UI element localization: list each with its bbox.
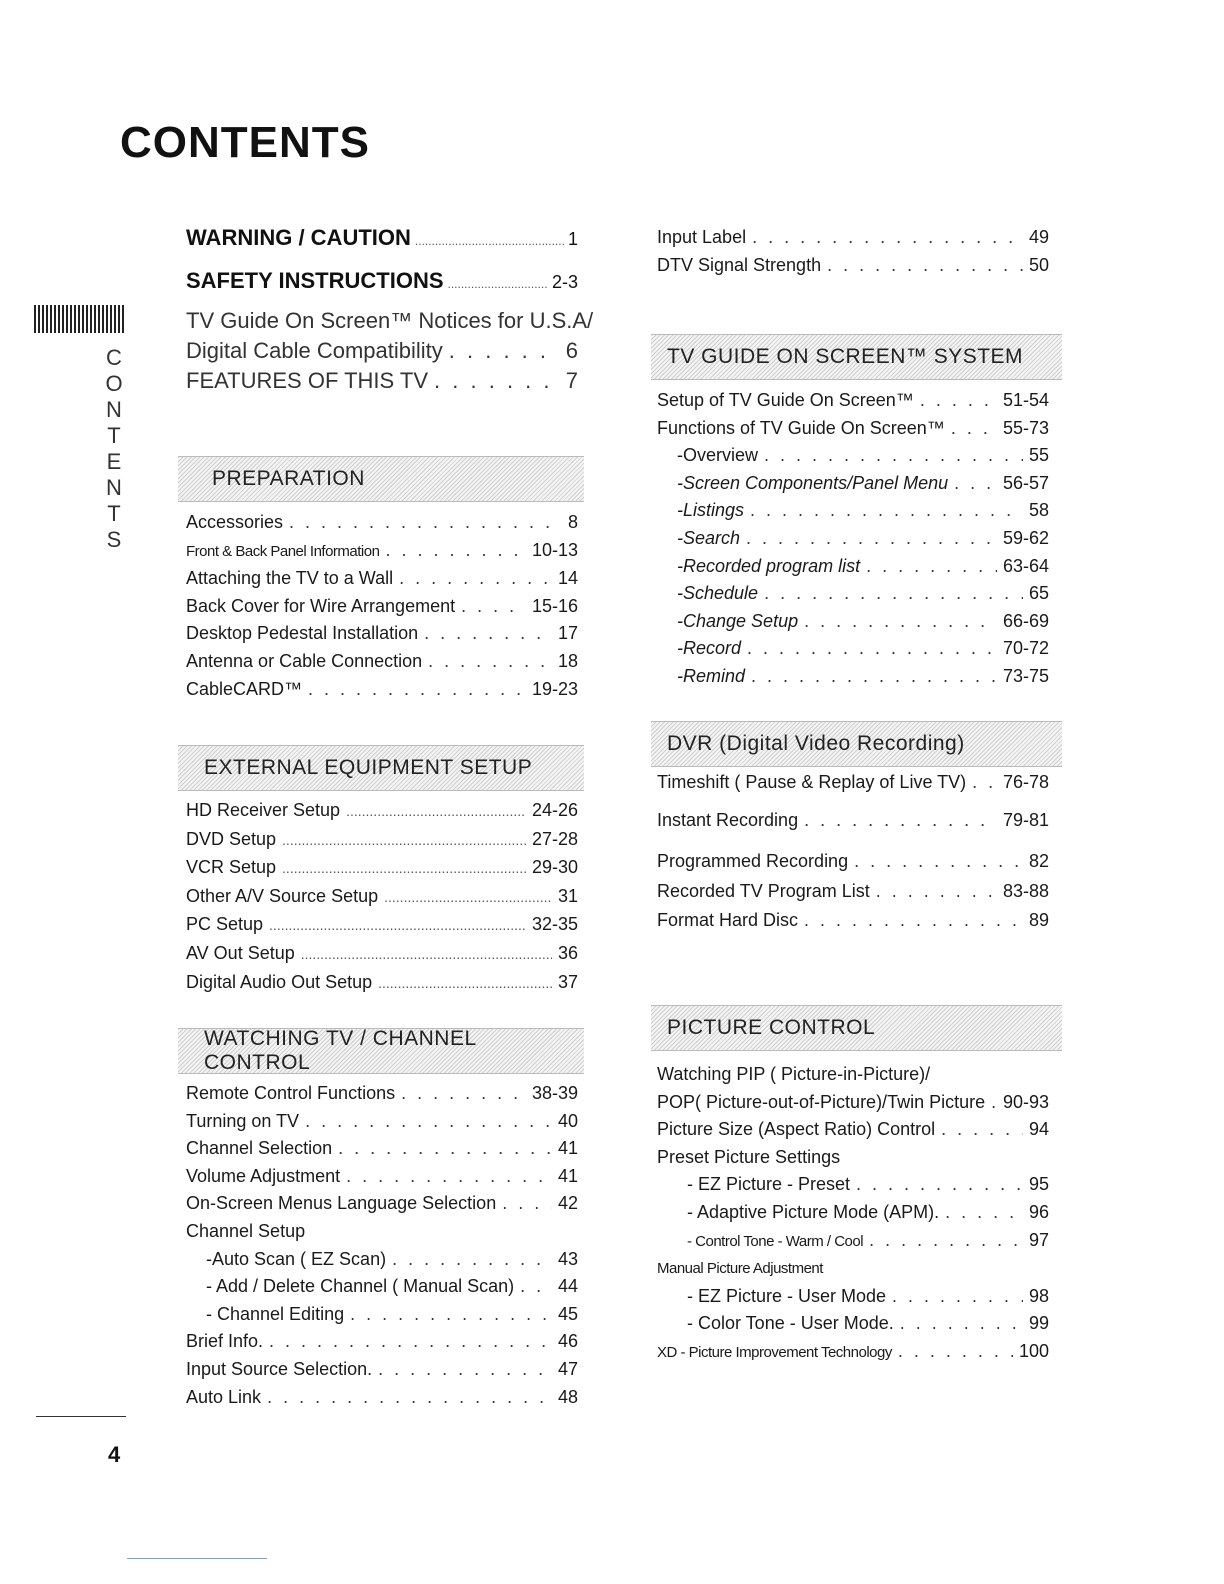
toc-entry[interactable] bbox=[186, 261, 578, 304]
entry-title: 6 bbox=[565, 338, 578, 363]
toc-entry[interactable] bbox=[186, 648, 578, 676]
dot-leader bbox=[804, 907, 1023, 935]
dot-leader bbox=[346, 798, 526, 826]
entry-title: XD - Picture Improvement Technology bbox=[657, 1343, 892, 1361]
entry-title: DTV Signal Strength bbox=[657, 254, 822, 275]
notices-block bbox=[186, 306, 594, 396]
entry-page: 89 bbox=[1028, 910, 1049, 931]
entry-title: Setup of TV Guide On Screen™ bbox=[657, 390, 914, 410]
dot-leader bbox=[378, 1356, 552, 1384]
dot-leader bbox=[954, 470, 997, 498]
entry-title: Functions of TV Guide On Screen™ bbox=[657, 417, 945, 438]
toc-entry[interactable] bbox=[657, 1171, 1049, 1199]
toc-entry[interactable] bbox=[186, 593, 578, 621]
dot-leader bbox=[282, 855, 526, 883]
section-preparation-list bbox=[186, 509, 578, 703]
dot-leader bbox=[384, 884, 552, 912]
dot-leader bbox=[415, 221, 564, 261]
side-label-letter: T bbox=[107, 501, 121, 526]
entry-title: Instant Recording bbox=[657, 809, 799, 830]
entry-page: 51-54 bbox=[1002, 390, 1049, 410]
dot-leader bbox=[892, 1283, 1023, 1311]
dot-leader bbox=[898, 1338, 1013, 1366]
entry-title: - Channel Editing bbox=[206, 1303, 345, 1324]
entry-page: 27-28 bbox=[531, 828, 578, 849]
section-banner-dvr: DVR (Digital Video Recording) bbox=[651, 721, 1062, 767]
toc-entry[interactable] bbox=[657, 1227, 1049, 1256]
entry-title: Digital Audio Out Setup bbox=[186, 971, 373, 992]
dot-leader bbox=[764, 580, 1023, 608]
entry-title: Format Hard Disc bbox=[657, 910, 799, 931]
entry-page: 10-13 bbox=[531, 539, 578, 560]
toc-entry[interactable] bbox=[186, 1246, 578, 1274]
dot-leader bbox=[338, 1135, 552, 1163]
toc-entry[interactable] bbox=[657, 1255, 1049, 1283]
entry-title: - Color Tone - User Mode. bbox=[687, 1313, 894, 1334]
dot-leader bbox=[392, 1246, 552, 1274]
toc-entry[interactable] bbox=[657, 553, 1049, 581]
entry-title: Recorded TV Program List bbox=[657, 880, 870, 901]
entry-page: 40 bbox=[557, 1110, 578, 1131]
dot-leader bbox=[945, 1199, 1023, 1227]
dot-leader bbox=[869, 1227, 1023, 1255]
toc-entry[interactable] bbox=[186, 366, 578, 396]
entry-title: -Recorded program list bbox=[677, 555, 861, 576]
entry-page: 98 bbox=[1028, 1285, 1049, 1306]
dot-leader bbox=[424, 620, 552, 648]
toc-entry[interactable] bbox=[657, 224, 1049, 252]
toc-entry[interactable] bbox=[657, 387, 1049, 415]
entry-title: - EZ Picture - User Mode bbox=[687, 1285, 887, 1306]
toc-entry[interactable] bbox=[186, 509, 578, 537]
entry-title: -Schedule bbox=[677, 583, 759, 604]
entry-page: 82 bbox=[1028, 851, 1049, 872]
section-dvr-list bbox=[657, 769, 1049, 935]
entry-page: 58 bbox=[1028, 500, 1049, 521]
toc-entry[interactable] bbox=[186, 940, 578, 969]
entry-title: Volume Adjustment bbox=[186, 1165, 341, 1186]
entry-page: 83-88 bbox=[1002, 880, 1049, 901]
page-number: 4 bbox=[108, 1442, 121, 1467]
dot-leader bbox=[866, 553, 997, 581]
dot-leader bbox=[876, 878, 997, 906]
entry-title: Channel Selection bbox=[186, 1138, 333, 1159]
entry-page: 37 bbox=[557, 971, 578, 992]
toc-entry[interactable] bbox=[186, 1301, 578, 1329]
dot-leader bbox=[346, 1163, 552, 1191]
section-watching-list bbox=[186, 1080, 578, 1411]
toc-entry[interactable] bbox=[186, 537, 578, 566]
toc-entry[interactable] bbox=[657, 878, 1049, 906]
toc-entry[interactable] bbox=[657, 1283, 1049, 1311]
toc-entry[interactable] bbox=[657, 1144, 1049, 1172]
toc-entry[interactable] bbox=[186, 1163, 578, 1191]
entry-title: -Change Setup bbox=[677, 610, 799, 631]
dot-leader bbox=[502, 1190, 552, 1218]
entry-page: 17 bbox=[557, 623, 578, 644]
dot-leader bbox=[900, 1310, 1023, 1338]
section-banner-picture: PICTURE CONTROL bbox=[651, 1005, 1062, 1051]
toc-entry[interactable] bbox=[186, 218, 578, 261]
dot-leader bbox=[991, 1089, 997, 1117]
entry-title: SAFETY INSTRUCTIONS bbox=[186, 268, 444, 293]
toc-entry[interactable] bbox=[186, 1190, 578, 1218]
toc-entry[interactable] bbox=[186, 826, 578, 855]
side-tab-marker bbox=[34, 305, 124, 333]
section-input-list bbox=[657, 224, 1049, 279]
entry-title: - EZ Picture - Preset bbox=[687, 1174, 851, 1195]
dot-leader bbox=[751, 663, 997, 691]
entry-page: 31 bbox=[557, 885, 578, 906]
entry-title: - Adaptive Picture Mode (APM). bbox=[687, 1201, 940, 1222]
entry-page: 49 bbox=[1028, 227, 1049, 247]
side-section-label bbox=[100, 345, 128, 553]
section-tvguide-list bbox=[657, 387, 1049, 691]
entry-page: 15-16 bbox=[531, 595, 578, 616]
entry-title: Other A/V Source Setup bbox=[186, 885, 379, 906]
side-label-letter: N bbox=[106, 475, 122, 500]
toc-entry[interactable] bbox=[657, 907, 1049, 935]
entry-title: Turning on TV bbox=[186, 1110, 300, 1131]
section-external-list bbox=[186, 797, 578, 997]
entry-title: Input Source Selection. bbox=[186, 1358, 373, 1379]
entry-page: 79-81 bbox=[1002, 809, 1049, 830]
section-banner-tvguide: TV GUIDE ON SCREEN™ SYSTEM bbox=[651, 334, 1062, 380]
entry-title: - Control Tone - Warm / Cool bbox=[687, 1232, 864, 1250]
toc-entry[interactable] bbox=[657, 1338, 1049, 1367]
toc-entry[interactable] bbox=[657, 1089, 1049, 1117]
entry-title: Remote Control Functions bbox=[186, 1083, 396, 1103]
dot-leader bbox=[269, 1328, 552, 1356]
side-label-letter: O bbox=[105, 371, 123, 396]
entry-page: 55 bbox=[1028, 445, 1049, 466]
dot-leader bbox=[764, 442, 1023, 470]
dot-leader bbox=[854, 848, 1023, 876]
dot-leader bbox=[305, 1108, 552, 1136]
entry-title: Accessories bbox=[186, 512, 284, 532]
entry-title: POP( Picture-out-of-Picture)/Twin Picture bbox=[657, 1091, 986, 1112]
entry-title: Front & Back Panel Information bbox=[186, 542, 380, 560]
entry-title: Antenna or Cable Connection bbox=[186, 650, 423, 671]
entry-title: -Overview bbox=[677, 445, 759, 466]
dot-leader bbox=[399, 565, 552, 593]
entry-title: Preset Picture Settings bbox=[657, 1146, 841, 1167]
entry-page: 24-26 bbox=[531, 800, 578, 820]
toc-entry[interactable] bbox=[657, 807, 1049, 835]
entry-title: 7 bbox=[565, 368, 578, 393]
toc-entry[interactable] bbox=[186, 1108, 578, 1136]
toc-entry[interactable] bbox=[186, 797, 578, 826]
section-picture-list bbox=[657, 1061, 1049, 1367]
toc-entry[interactable] bbox=[186, 1384, 578, 1412]
toc-entry[interactable] bbox=[657, 415, 1049, 443]
toc-entry[interactable] bbox=[657, 252, 1049, 280]
entry-page: 95 bbox=[1028, 1174, 1049, 1195]
entry-title: Programmed Recording bbox=[657, 851, 849, 872]
entry-page: 99 bbox=[1028, 1313, 1049, 1334]
toc-entry[interactable] bbox=[657, 1061, 1049, 1089]
side-label-letter: N bbox=[106, 397, 122, 422]
toc-entry[interactable] bbox=[186, 1356, 578, 1384]
toc-entry[interactable] bbox=[186, 969, 578, 998]
entry-page: 55-73 bbox=[1002, 417, 1049, 438]
dot-leader bbox=[267, 1384, 552, 1412]
entry-title: Auto Link bbox=[186, 1386, 262, 1407]
entry-page: 73-75 bbox=[1002, 665, 1049, 686]
dot-leader bbox=[941, 1116, 1023, 1144]
top-entries bbox=[186, 218, 578, 304]
entry-page: 46 bbox=[557, 1331, 578, 1352]
dot-leader bbox=[951, 415, 997, 443]
dot-leader bbox=[520, 1273, 552, 1301]
dot-leader bbox=[461, 593, 526, 621]
entry-title: Timeshift ( Pause & Replay of Live TV) bbox=[657, 772, 967, 792]
bottom-rule bbox=[127, 1558, 267, 1559]
entry-title: AV Out Setup bbox=[186, 942, 295, 963]
entry-page: 42 bbox=[557, 1193, 578, 1214]
entry-title: Picture Size (Aspect Ratio) Control bbox=[657, 1119, 936, 1140]
toc-entry[interactable] bbox=[657, 608, 1049, 636]
toc-entry[interactable] bbox=[657, 1310, 1049, 1338]
toc-entry[interactable] bbox=[657, 580, 1049, 608]
dot-leader bbox=[308, 676, 526, 704]
entry-page: 65 bbox=[1028, 583, 1049, 604]
footer-rule bbox=[36, 1416, 126, 1417]
entry-title: Back Cover for Wire Arrangement bbox=[186, 595, 456, 616]
toc-entry[interactable] bbox=[186, 620, 578, 648]
dot-leader bbox=[972, 769, 997, 797]
toc-entry[interactable] bbox=[657, 635, 1049, 663]
toc-entry[interactable] bbox=[657, 497, 1049, 525]
dot-leader bbox=[434, 366, 560, 396]
toc-entry[interactable] bbox=[657, 769, 1049, 797]
toc-entry[interactable] bbox=[186, 336, 578, 366]
dot-leader bbox=[746, 525, 997, 553]
entry-page: 38-39 bbox=[531, 1083, 578, 1103]
entry-title: Brief Info. bbox=[186, 1331, 264, 1352]
dot-leader bbox=[449, 336, 560, 366]
entry-title: Digital Cable Compatibility bbox=[186, 338, 443, 363]
page-title: CONTENTS bbox=[120, 118, 370, 167]
entry-title: Watching PIP ( Picture-in-Picture)/ bbox=[657, 1064, 931, 1084]
dot-leader bbox=[920, 387, 997, 415]
toc-entry[interactable] bbox=[186, 1080, 578, 1108]
entry-page: 70-72 bbox=[1002, 638, 1049, 659]
entry-title: Channel Setup bbox=[186, 1220, 306, 1241]
entry-page: 94 bbox=[1028, 1119, 1049, 1140]
entry-page: 2-3 bbox=[551, 272, 578, 292]
toc-entry[interactable] bbox=[657, 442, 1049, 470]
toc-entry[interactable] bbox=[657, 848, 1049, 876]
entry-title: -Remind bbox=[677, 665, 746, 686]
entry-page: 41 bbox=[557, 1165, 578, 1186]
entry-title: -Listings bbox=[677, 500, 745, 521]
entry-title: WARNING / CAUTION bbox=[186, 225, 411, 250]
entry-title: VCR Setup bbox=[186, 857, 277, 878]
dot-leader bbox=[804, 807, 997, 835]
entry-title: Input Label bbox=[657, 227, 747, 247]
dot-leader bbox=[856, 1171, 1023, 1199]
toc-entry[interactable] bbox=[186, 883, 578, 912]
toc-entry[interactable] bbox=[657, 1199, 1049, 1227]
toc-entry[interactable] bbox=[657, 663, 1049, 691]
entry-page: 41 bbox=[557, 1138, 578, 1159]
dot-leader bbox=[448, 264, 548, 304]
entry-title: PC Setup bbox=[186, 914, 264, 935]
dot-leader bbox=[827, 252, 1023, 280]
entry-page: 90-93 bbox=[1002, 1091, 1049, 1112]
toc-entry[interactable] bbox=[186, 1328, 578, 1356]
entry-page: 76-78 bbox=[1002, 772, 1049, 792]
entry-page: 97 bbox=[1028, 1229, 1049, 1250]
entry-page: 66-69 bbox=[1002, 610, 1049, 631]
dot-leader bbox=[385, 537, 526, 565]
toc-entry[interactable] bbox=[186, 565, 578, 593]
toc-entry[interactable] bbox=[186, 1273, 578, 1301]
entry-page: 14 bbox=[557, 568, 578, 589]
toc-entry[interactable] bbox=[657, 525, 1049, 553]
entry-title: Attaching the TV to a Wall bbox=[186, 568, 394, 589]
entry-page: 63-64 bbox=[1002, 555, 1049, 576]
entry-page: 18 bbox=[557, 650, 578, 671]
entry-title: -Record bbox=[677, 638, 742, 659]
entry-page: 43 bbox=[557, 1248, 578, 1269]
toc-entry[interactable] bbox=[186, 1218, 578, 1246]
dot-leader bbox=[804, 608, 997, 636]
side-label-letter: C bbox=[106, 345, 122, 370]
entry-page: 36 bbox=[557, 942, 578, 963]
entry-page: 47 bbox=[557, 1358, 578, 1379]
toc-entry[interactable] bbox=[186, 676, 578, 704]
section-banner-watching: WATCHING TV / CHANNEL CONTROL bbox=[178, 1028, 584, 1074]
entry-title: FEATURES OF THIS TV bbox=[186, 368, 429, 393]
dot-leader bbox=[289, 509, 562, 537]
entry-title: TV Guide On Screen™ Notices for U.S.A/ bbox=[186, 308, 594, 333]
entry-page: 100 bbox=[1018, 1340, 1049, 1361]
section-banner-external: EXTERNAL EQUIPMENT SETUP bbox=[178, 745, 584, 791]
dot-leader bbox=[747, 635, 997, 663]
dot-leader bbox=[350, 1301, 552, 1329]
entry-page: 19-23 bbox=[531, 678, 578, 699]
dot-leader bbox=[378, 970, 552, 998]
notices-line[interactable] bbox=[186, 306, 594, 336]
dot-leader bbox=[750, 497, 1023, 525]
side-label-letter: T bbox=[107, 423, 121, 448]
toc-entry[interactable] bbox=[186, 854, 578, 883]
dot-leader bbox=[401, 1080, 526, 1108]
entry-page: 96 bbox=[1028, 1201, 1049, 1222]
entry-page: 1 bbox=[567, 229, 578, 249]
toc-entry[interactable] bbox=[657, 1116, 1049, 1144]
side-label-letter: E bbox=[106, 449, 122, 474]
toc-entry[interactable] bbox=[186, 1135, 578, 1163]
entry-title: Manual Picture Adjustment bbox=[657, 1260, 823, 1278]
side-label-letter: S bbox=[106, 527, 122, 552]
toc-entry[interactable] bbox=[186, 911, 578, 940]
entry-title: Desktop Pedestal Installation bbox=[186, 623, 419, 644]
toc-entry[interactable] bbox=[657, 470, 1049, 498]
entry-page: 32-35 bbox=[531, 914, 578, 935]
section-banner-preparation: PREPARATION bbox=[178, 456, 584, 502]
entry-page: 44 bbox=[557, 1276, 578, 1297]
entry-title: CableCARD™ bbox=[186, 678, 303, 699]
entry-page: 29-30 bbox=[531, 857, 578, 878]
entry-page: 8 bbox=[567, 512, 578, 532]
dot-leader bbox=[269, 912, 526, 940]
entry-title: DVD Setup bbox=[186, 828, 277, 849]
entry-title: HD Receiver Setup bbox=[186, 800, 341, 820]
entry-title: - Add / Delete Channel ( Manual Scan) bbox=[206, 1276, 515, 1297]
entry-title: -Screen Components/Panel Menu bbox=[677, 472, 949, 493]
entry-page: 48 bbox=[557, 1386, 578, 1407]
entry-title: -Search bbox=[677, 527, 741, 548]
entry-page: 56-57 bbox=[1002, 472, 1049, 493]
entry-page: 59-62 bbox=[1002, 527, 1049, 548]
dot-leader bbox=[301, 941, 552, 969]
entry-title: On-Screen Menus Language Selection bbox=[186, 1193, 497, 1214]
dot-leader bbox=[428, 648, 552, 676]
entry-page: 45 bbox=[557, 1303, 578, 1324]
dot-leader bbox=[752, 224, 1023, 252]
entry-title: -Auto Scan ( EZ Scan) bbox=[206, 1248, 387, 1269]
entry-page: 50 bbox=[1028, 254, 1049, 275]
dot-leader bbox=[282, 827, 526, 855]
